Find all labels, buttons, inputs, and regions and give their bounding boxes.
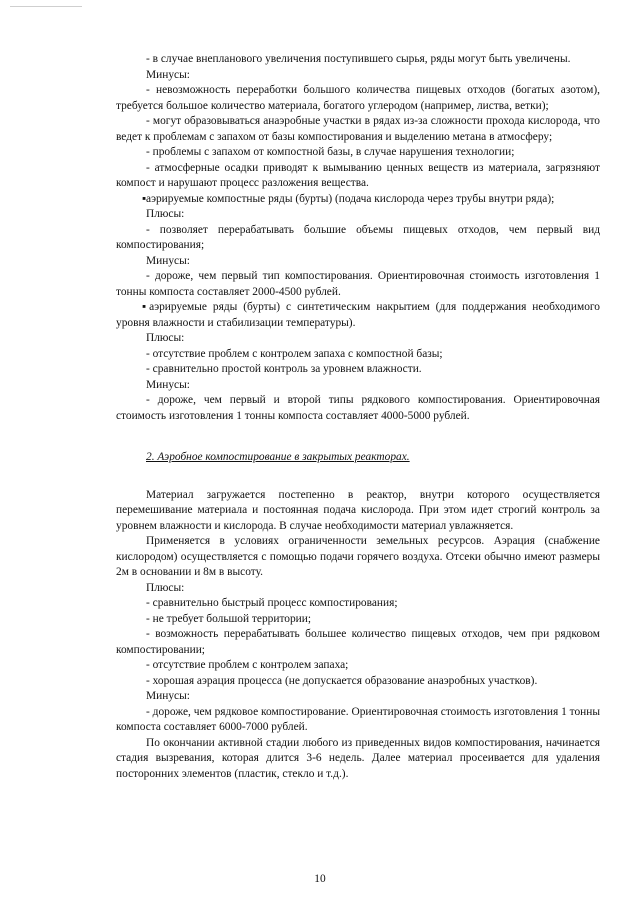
plus-label: Плюсы: [146, 208, 185, 220]
document-page [116, 52, 600, 782]
spacer [116, 424, 600, 450]
paragraph: - атмосферные осадки приводят к вымыванию ценных веществ из материала, загрязняют компост и нарушают процесс разложения вещества. [116, 161, 600, 189]
minus-label: Минусы: [146, 254, 190, 267]
page-number: 10 [314, 873, 326, 885]
spacer [116, 466, 600, 488]
bullet-item: ▪аэрируемые ряды (бурты) с синтетическим накрытием (для поддержания необходимого уровня влажности и стабилизации температуры). [116, 301, 600, 329]
paragraph: - возможность перерабатывать большее количество пищевых отходов, чем при рядковом компостировании; [116, 628, 600, 656]
paragraph: Материал загружается постепенно в реактор, внутри которого осуществляется перемешивание материала и постоянная подача кислорода. При этом идет строгий контроль за уровнем влажности и кислорода. В случае необходимости материал увлажняется. [116, 488, 600, 532]
paragraph: - сравнительно быстрый процесс компостирования; [146, 597, 398, 609]
minus-label: Минусы: [146, 68, 190, 81]
paragraph: - дороже, чем первый и второй типы рядкового компостирования. Ориентировочная стоимость изготовления 1 тонны компоста составляет 4000-5000 рублей. [116, 394, 600, 422]
section-heading: 2. Аэробное компостирование в закрытых реакторах. [146, 451, 410, 463]
plus-label: Плюсы: [146, 581, 185, 594]
paragraph: - отсутствие проблем с контролем запаха; [146, 659, 349, 671]
paragraph: - проблемы с запахом от компостной базы, в случае нарушения технологии; [146, 146, 515, 158]
paragraph: - не требует большой территории; [146, 612, 312, 625]
minus-label: Минусы: [146, 378, 190, 391]
bullet-item: ▪аэрируемые компостные ряды (бурты) (подача кислорода через трубы внутри ряда); [142, 192, 555, 205]
paragraph: - дороже, чем первый тип компостирования. Ориентировочная стоимость изготовления 1 тонны компоста составляет 2000-4500 рублей. [116, 270, 600, 298]
paragraph: - в случае внепланового увеличения поступившего сырья, ряды могут быть увеличены. [146, 53, 571, 65]
minus-label: Минусы: [146, 690, 190, 702]
paragraph: По окончании активной стадии любого из приведенных видов компостирования, начинается стадия вызревания, которая длится 3-6 недель. Далее материал просеивается для удаления посторонних элементов (пластик, стекло и т.д.). [116, 736, 600, 780]
paragraph: - дороже, чем рядковое компостирование. Ориентировочная стоимость изготовления 1 тонны компоста составляет 6000-7000 рублей. [116, 705, 600, 733]
paragraph: - невозможность переработки большого количества пищевых отходов (богатых азотом), требуется большое количество материала, богатого углеродом (например, листва, ветки); [116, 84, 600, 112]
header-rule [10, 6, 82, 7]
paragraph: - отсутствие проблем с контролем запаха с компостной базы; [146, 347, 443, 360]
paragraph: Применяется в условиях ограниченности земельных ресурсов. Аэрация (снабжение кислородом) осуществляется с помощью подачи горячего воздуха. Отсеки обычно имеют размеры 2м в основании и 8м в высоту. [116, 535, 600, 578]
plus-label: Плюсы: [146, 332, 185, 344]
paragraph: - позволяет перерабатывать большие объемы пищевых отходов, чем первый вид компостирования; [116, 223, 600, 251]
paragraph: - сравнительно простой контроль за уровнем влажности. [146, 363, 422, 375]
paragraph: - хорошая аэрация процесса (не допускается образование анаэробных участков). [146, 674, 538, 687]
paragraph: - могут образовываться анаэробные участки в рядах из-за сложности прохода кислорода, что ведет к проблемам с запахом от базы компостирования и выделению метана в атмосферу; [116, 115, 600, 143]
